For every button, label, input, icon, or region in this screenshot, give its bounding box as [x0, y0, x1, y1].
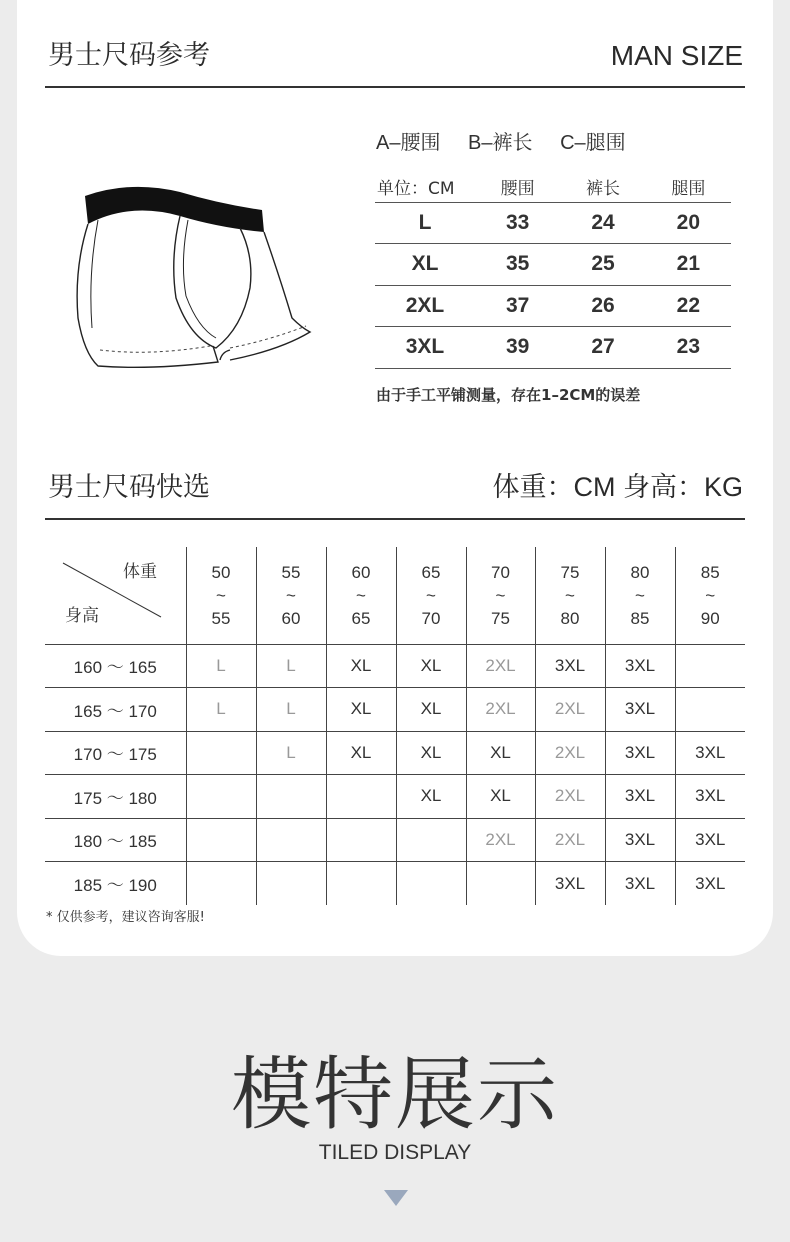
size-recommendation-cell: 3XL: [695, 873, 726, 893]
measure-cell: 27: [560, 327, 645, 369]
size-recommendation-cell: XL: [326, 644, 396, 688]
measure-legend: [376, 126, 648, 155]
size-recommendation-cell: L: [256, 644, 326, 688]
size-recommendation-cell: 2XL: [535, 818, 605, 862]
height-range-cell: 175 ～ 180: [45, 775, 186, 819]
size-recommendation-cell: 2XL: [535, 731, 605, 775]
size-recommendation-cell: [675, 644, 745, 688]
quick-select-table: [45, 547, 745, 905]
quick-select-row: [45, 818, 745, 862]
size-recommendation-cell: [396, 818, 466, 862]
range-tilde: ~: [426, 585, 436, 605]
quick-select-row: [45, 688, 745, 732]
range-value: 85: [630, 608, 650, 628]
weight-range-cell: [535, 547, 605, 644]
range-tilde: ~: [356, 585, 366, 605]
height-range-cell: 170 ～ 175: [45, 731, 186, 775]
size-ref-header: [45, 0, 745, 88]
size-recommendation-cell: XL: [396, 688, 466, 732]
range-value: 50: [211, 562, 231, 582]
measure-cell: 37: [475, 285, 560, 327]
range-value: 60: [281, 608, 301, 628]
weight-label: 体重: [123, 562, 157, 581]
display-subtitle: TILED DISPLAY: [318, 1141, 472, 1164]
size-recommendation-cell: [256, 818, 326, 862]
weight-range-cell: [396, 547, 466, 644]
size-table-header: 腿围: [646, 172, 731, 202]
measure-cell: 23: [646, 327, 731, 369]
weight-range-cell: [605, 547, 675, 644]
size-label-cell: 3XL: [375, 327, 475, 369]
range-value: 80: [560, 608, 580, 628]
range-tilde: ~: [495, 585, 506, 605]
size-recommendation-cell: 2XL: [535, 688, 605, 732]
size-recommendation-cell: XL: [326, 731, 396, 775]
size-recommendation-cell: 3XL: [675, 818, 745, 862]
size-recommendation-cell: 3XL: [675, 731, 745, 775]
size-table-row: [375, 244, 731, 286]
size-recommendation-cell: [256, 862, 326, 906]
size-recommendation-cell: [326, 862, 396, 906]
size-label-cell: XL: [375, 244, 475, 286]
range-tilde: ~: [286, 585, 296, 605]
size-recommendation-cell: L: [256, 688, 326, 732]
measure-cell: 33: [475, 202, 560, 244]
size-recommendation-cell: [186, 731, 256, 775]
size-recommendation-cell: XL: [396, 644, 466, 688]
size-recommendation-cell: [466, 862, 535, 906]
measure-cell: 20: [646, 202, 731, 244]
legend-c: C–腿围: [560, 132, 626, 154]
range-tilde: ~: [635, 585, 645, 605]
size-recommendation-cell: XL: [466, 731, 535, 775]
size-label-cell: 2XL: [375, 285, 475, 327]
legend-a: A–腰围: [376, 132, 441, 154]
size-ref-title: 男士尺码参考: [48, 40, 210, 71]
size-recommendation-cell: 3XL: [535, 644, 605, 688]
size-table-row: [375, 327, 731, 369]
range-value: 70: [421, 608, 441, 628]
measure-cell: 39: [475, 327, 560, 369]
size-recommendation-cell: 2XL: [466, 644, 535, 688]
size-recommendation-cell: [396, 862, 466, 906]
measure-cell: 35: [475, 244, 560, 286]
height-range-cell: 165 ～ 170: [45, 688, 186, 732]
height-range-cell: 160 ～ 165: [45, 644, 186, 688]
size-recommendation-cell: 3XL: [605, 818, 675, 862]
quick-select-row: [45, 731, 745, 775]
weight-range-cell: [466, 547, 535, 644]
range-value: 60: [351, 562, 371, 582]
range-value: 90: [700, 608, 720, 628]
corner-cell: [45, 547, 186, 644]
size-label-cell: L: [375, 202, 475, 244]
size-recommendation-cell: [326, 775, 396, 819]
range-value: 55: [211, 608, 231, 628]
size-table-header: 单位：CM: [375, 172, 475, 202]
size-recommendation-cell: 2XL: [535, 775, 605, 819]
range-value: 65: [351, 608, 371, 628]
size-recommendation-cell: 3XL: [605, 862, 675, 906]
size-recommendation-cell: L: [186, 688, 256, 732]
size-recommendation-cell: 2XL: [466, 688, 535, 732]
size-recommendation-cell: [326, 818, 396, 862]
size-recommendation-cell: XL: [396, 775, 466, 819]
footnote: * 仅供参考，建议咨询客服!: [46, 910, 205, 925]
quick-select-row: [45, 644, 745, 688]
size-ref-title-en: MAN SIZE: [610, 40, 743, 71]
range-tilde: ~: [216, 585, 226, 605]
weight-range-cell: [675, 547, 745, 644]
measure-cell: 25: [560, 244, 645, 286]
range-value: 75: [560, 562, 580, 582]
quick-select-units: 体重：CM 身高：KG: [492, 472, 743, 502]
size-table: [375, 172, 731, 369]
range-value: 70: [491, 562, 510, 582]
size-table-header: 裤长: [560, 172, 645, 202]
measure-cell: 26: [560, 285, 645, 327]
size-recommendation-cell: 3XL: [605, 775, 675, 819]
size-recommendation-cell: [186, 862, 256, 906]
triangle-down-icon: [384, 1190, 408, 1206]
size-table-header: 腰围: [475, 172, 560, 202]
height-label: 身高: [65, 606, 99, 625]
height-range-cell: 180 ～ 185: [45, 818, 186, 862]
measure-cell: 21: [646, 244, 731, 286]
quick-select-header: [45, 430, 745, 520]
quick-select-row: [45, 862, 745, 906]
measure-cell: 22: [646, 285, 731, 327]
weight-range-cell: [186, 547, 256, 644]
range-value: 55: [281, 562, 301, 582]
quick-select-row: [45, 775, 745, 819]
range-value: 80: [630, 562, 650, 582]
size-recommendation-cell: 3XL: [605, 731, 675, 775]
weight-range-cell: [326, 547, 396, 644]
range-value: 75: [491, 608, 510, 628]
size-recommendation-cell: XL: [326, 688, 396, 732]
diagonal-line: [45, 547, 186, 644]
size-recommendation-cell: L: [256, 731, 326, 775]
size-recommendation-cell: [675, 688, 745, 732]
size-recommendation-cell: [186, 818, 256, 862]
size-recommendation-cell: XL: [396, 731, 466, 775]
range-tilde: ~: [705, 585, 716, 605]
size-recommendation-cell: 2XL: [466, 818, 535, 862]
quick-select-title: 男士尺码快选: [48, 472, 210, 503]
size-table-row: [375, 202, 731, 244]
size-recommendation-cell: 3XL: [605, 644, 675, 688]
size-table-row: [375, 285, 731, 327]
range-value: 65: [421, 562, 441, 582]
size-recommendation-cell: XL: [466, 775, 535, 819]
height-range-cell: 185 ～ 190: [45, 862, 186, 906]
size-recommendation-cell: [186, 775, 256, 819]
weight-range-cell: [256, 547, 326, 644]
range-tilde: ~: [565, 585, 575, 605]
size-recommendation-cell: 3XL: [605, 688, 675, 732]
range-value: 85: [700, 562, 720, 582]
size-recommendation-cell: 3XL: [675, 775, 745, 819]
measure-note: 由于手工平铺测量，存在1–2CM的误差: [376, 386, 641, 404]
legend-b: B–裤长: [468, 132, 533, 154]
display-title: 模特展示: [231, 1048, 559, 1141]
size-recommendation-cell: L: [186, 644, 256, 688]
size-recommendation-cell: 3XL: [535, 862, 605, 906]
boxer-briefs-outline-icon: [70, 178, 320, 373]
measure-cell: 24: [560, 202, 645, 244]
size-recommendation-cell: [256, 775, 326, 819]
